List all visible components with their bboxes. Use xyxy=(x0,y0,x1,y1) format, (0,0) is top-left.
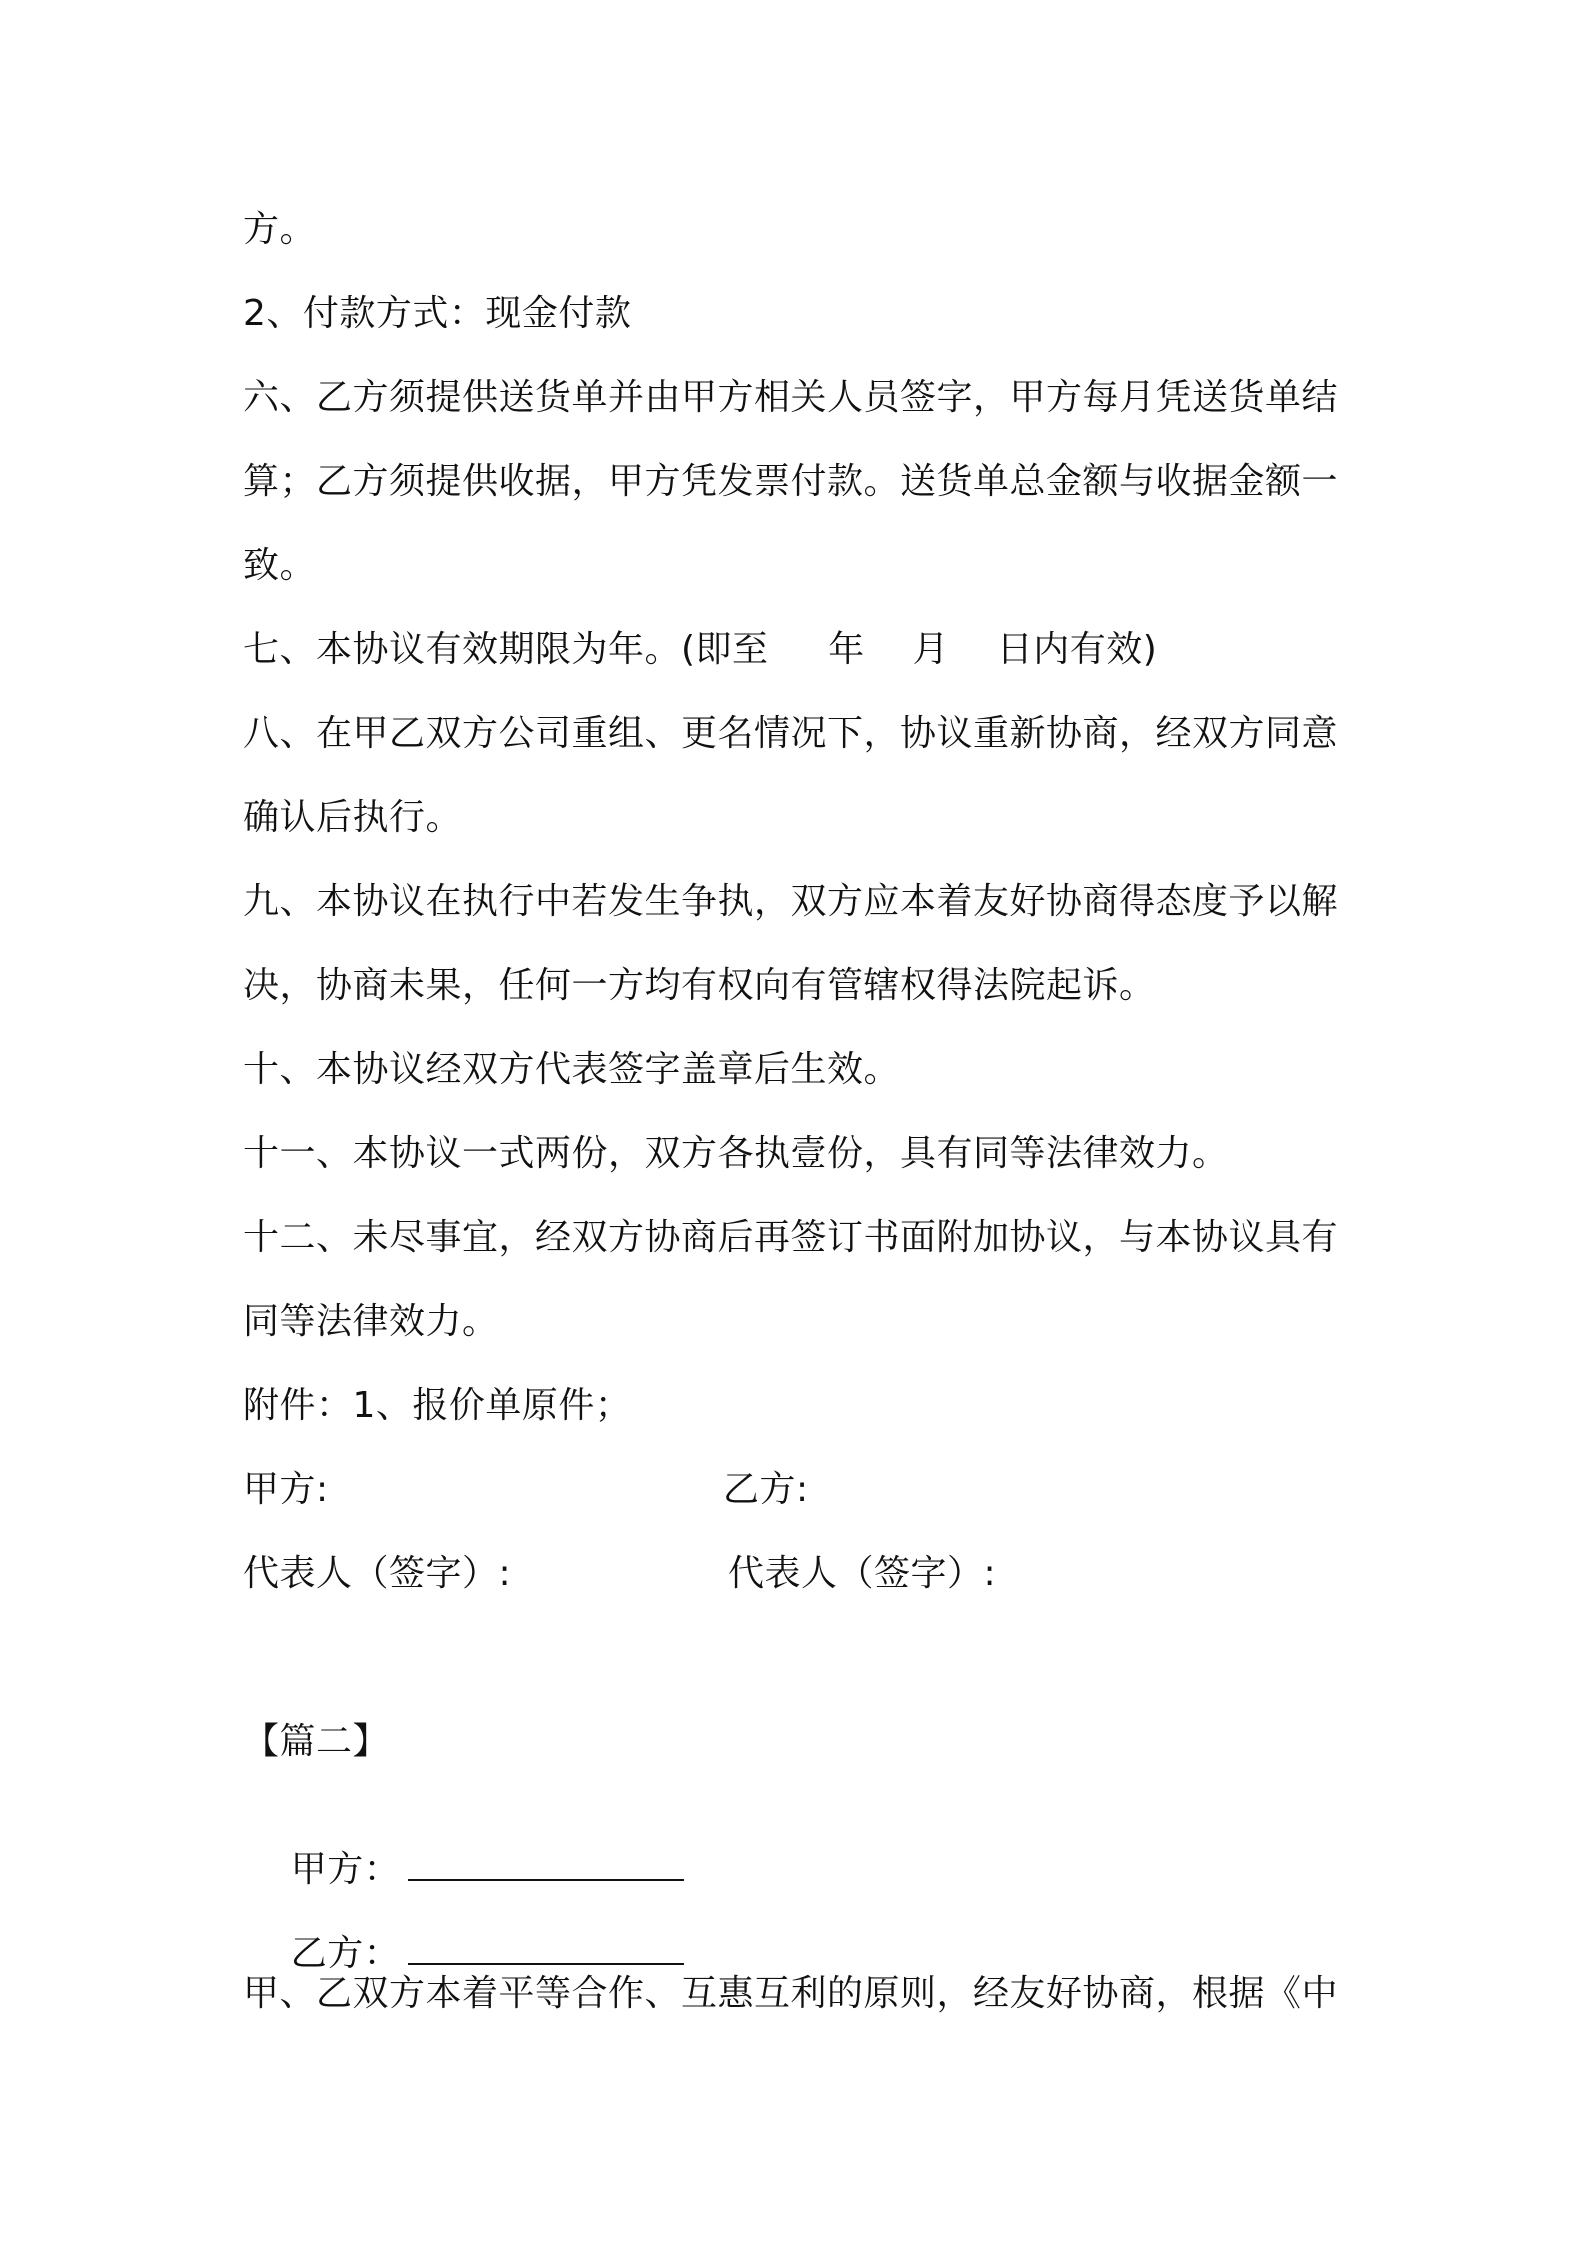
text-line: 2、付款方式：现金付款 xyxy=(243,293,632,334)
text-line: 六、乙方须提供送货单并由甲方相关人员签字，甲方每月凭送货单结 xyxy=(243,377,1339,418)
party-a-blank-line xyxy=(408,1849,684,1881)
representative-a-label: 代表人（签字）: xyxy=(243,1553,512,1594)
party-b-label: 乙方： xyxy=(290,1933,401,1974)
text-line: 十、本协议经双方代表签字盖章后生效。 xyxy=(243,1049,901,1090)
representative-b-label: 代表人（签字）: xyxy=(728,1553,997,1594)
text-line: 致。 xyxy=(243,545,317,586)
text-line: 甲、乙双方本着平等合作、互惠互利的原则，经友好协商，根据《中 xyxy=(243,1973,1339,2014)
text-line: 同等法律效力。 xyxy=(243,1301,499,1342)
text-line: 九、本协议在执行中若发生争执，双方应本着友好协商得态度予以解 xyxy=(243,881,1339,922)
text-line: 附件：1、报价单原件； xyxy=(243,1385,632,1426)
text-line: 八、在甲乙双方公司重组、更名情况下，协议重新协商，经双方同意 xyxy=(243,713,1339,754)
party-a-sign-label: 甲方: xyxy=(243,1469,329,1510)
text-line: 七、本协议有效期限为年。(即至 年 月 日内有效) xyxy=(243,629,1158,670)
text-line: 十二、未尽事宜，经双方协商后再签订书面附加协议，与本协议具有 xyxy=(243,1217,1339,1258)
text-line: 确认后执行。 xyxy=(243,797,463,838)
text-line: 十一、本协议一式两份，双方各执壹份，具有同等法律效力。 xyxy=(243,1133,1229,1174)
party-b-blank-line xyxy=(408,1933,684,1965)
party-a-label: 甲方： xyxy=(290,1849,401,1890)
text-line: 决，协商未果，任何一方均有权向有管辖权得法院起诉。 xyxy=(243,965,1156,1006)
text-line: 方。 xyxy=(243,209,317,250)
section-heading: 【篇二】 xyxy=(243,1721,390,1762)
party-b-sign-label: 乙方: xyxy=(723,1469,809,1510)
text-line: 算；乙方须提供收据，甲方凭发票付款。送货单总金额与收据金额一 xyxy=(243,461,1339,502)
